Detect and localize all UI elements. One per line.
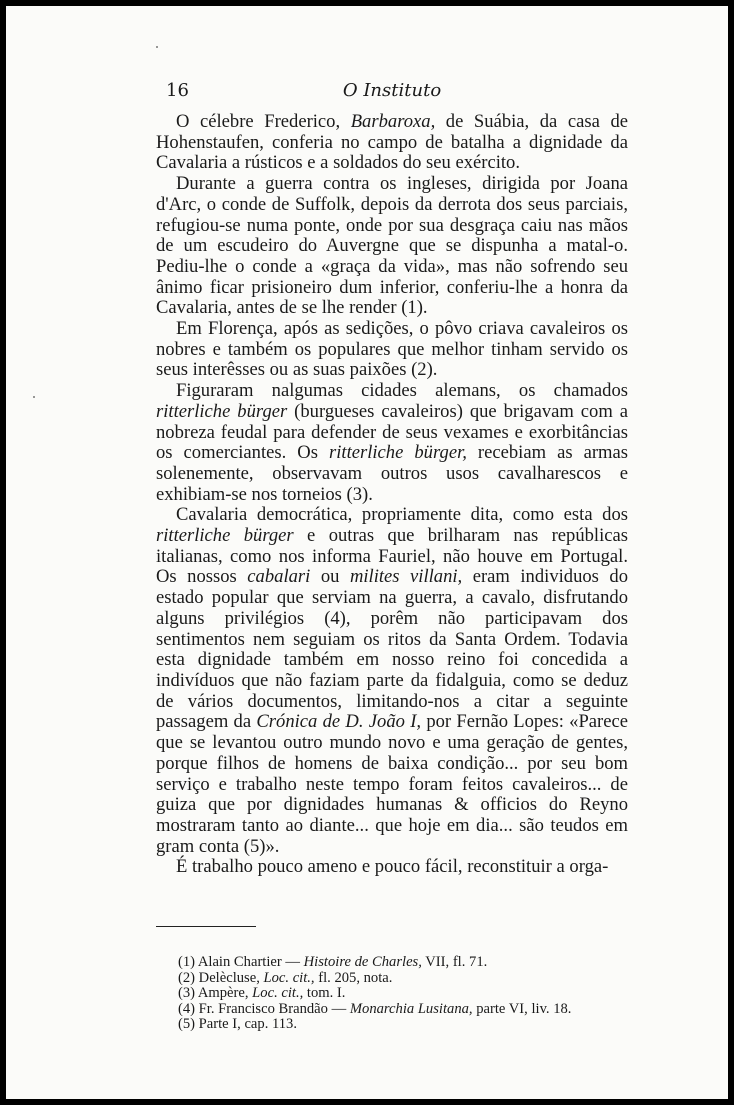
text-run: por Fernão Lopes: «Parece que se levantou outro mundo novo e uma geração de gentes, porque filhos de homens de baixa condição... por seu bom serviço e trabalho neste tempo foram feitos cavaleiros... de guiza que por dignidades humanas & officios do Reyno mostraram tanto ao diante... que hoje em dia... são teudos em gram conta (5)».: [156, 711, 628, 857]
footnote-text: (4) Fr. Francisco Brandão —: [178, 1000, 350, 1017]
text-run: (burgueses cavaleiros) que brigavam com a nobreza feudal para defender de seus vexames e exorbitâncias os comerciantes. Os: [156, 400, 628, 464]
footnote-rule: [156, 926, 256, 927]
footnote-italic: Monarchia Lusitana,: [349, 1000, 473, 1017]
italic-run: Crónica de D. João I,: [256, 711, 422, 733]
footnote: [178, 955, 628, 971]
italic-run: Barbaroxa,: [350, 111, 436, 132]
text-run: É trabalho pouco ameno e pouco fácil, reconstituir a orga-: [176, 856, 609, 878]
footnotes: [156, 955, 628, 1033]
text-run: eram individuos do estado popular que serviam na guerra, a cavalo, disfrutando alguns privilégios (4), porêm não participavam dos sentimentos nem seguiam os ritos da Santa Ordem. Todavia esta dignidade também em nosso reino foi concedida a indivíduos que não faziam parte da fidalguia, como se deduz de vários documentos, limitando-nos a citar a seguinte passagem da: [156, 566, 629, 733]
footnote-text: (5) Parte I, cap. 113.: [178, 1016, 298, 1033]
running-head: [156, 78, 628, 112]
page-number: 16: [166, 80, 189, 101]
footnote-italic: Loc. cit.,: [252, 985, 304, 1002]
text-run: Figuraram nalgumas cidades alemans, os chamados: [176, 380, 628, 402]
footnote-italic: Loc. cit.,: [263, 969, 315, 986]
text-run: Em Florença, após as sedições, o pôvo criava cavaleiros os nobres e também os populares que melhor tinham servido os seus interêsses ou as suas paixões (2).: [156, 318, 628, 381]
footnote: [178, 971, 628, 987]
paragraph: [156, 857, 628, 878]
italic-run: milites villani,: [349, 566, 463, 588]
text-run: O célebre Frederico,: [176, 111, 351, 132]
page-content: [156, 78, 628, 1033]
running-title: O Instituto: [342, 80, 442, 101]
paragraph: [156, 381, 628, 505]
footnote-italic: Histoire de Charles,: [303, 954, 422, 971]
footnote: [178, 1002, 628, 1018]
paper-speck: [156, 46, 158, 48]
footnote-text: (2) Delècluse,: [178, 969, 264, 986]
text-run: Durante a guerra contra os ingleses, dirigida por Joana d'Arc, o conde de Suffolk, depois da derrota dos seus parciais, refugiou-se numa ponte, onde por sua desgraça caiu nas mãos de um escudeiro do Auvergne que se dispunha a matal-o. Pediu-lhe o conde a «graça da vida», mas não sofrendo seu ânimo ficar prisioneiro dum inferior, conferiu-lhe a honra da Cavalaria, antes de se lhe render (1).: [156, 173, 628, 319]
paragraph: [156, 112, 628, 174]
footnote-text: fl. 205, nota.: [314, 969, 393, 986]
text-run: de Suábia, da casa de Hohenstaufen, conferia no campo de batalha a dignidade da Cavalaria a rústicos e a soldados do seu exército.: [156, 111, 628, 174]
paragraph: [156, 505, 628, 857]
text-run: e outras que brilharam nas repúblicas italianas, como nos informa Fauriel, não houve em Portugal. Os nossos: [156, 525, 628, 588]
text-run: ou: [310, 566, 350, 588]
footnote: [178, 1017, 628, 1033]
footnote-text: (1) Alain Chartier —: [178, 954, 304, 971]
footnote-text: VII, fl. 71.: [421, 954, 488, 971]
text-run: recebiam as armas solenemente, observavam outros usos cavalharescos e exhibiam-se nos torneios (3).: [156, 442, 628, 505]
italic-run: ritterliche bürger: [156, 400, 288, 422]
footnote: [178, 986, 628, 1002]
body-text: [156, 112, 628, 878]
footnote-text: parte VI, liv. 18.: [472, 1000, 572, 1017]
footnote-text: (3) Ampère,: [178, 985, 253, 1002]
italic-run: cabalari: [247, 566, 311, 588]
text-run: Cavalaria democrática, propriamente dita, como esta dos: [176, 504, 628, 526]
paragraph: [156, 319, 628, 381]
italic-run: ritterliche bürger,: [329, 442, 467, 464]
paragraph: [156, 174, 628, 319]
paper-speck: [33, 396, 35, 398]
italic-run: ritterliche bürger: [156, 525, 294, 547]
footnote-text: tom. I.: [303, 985, 346, 1002]
